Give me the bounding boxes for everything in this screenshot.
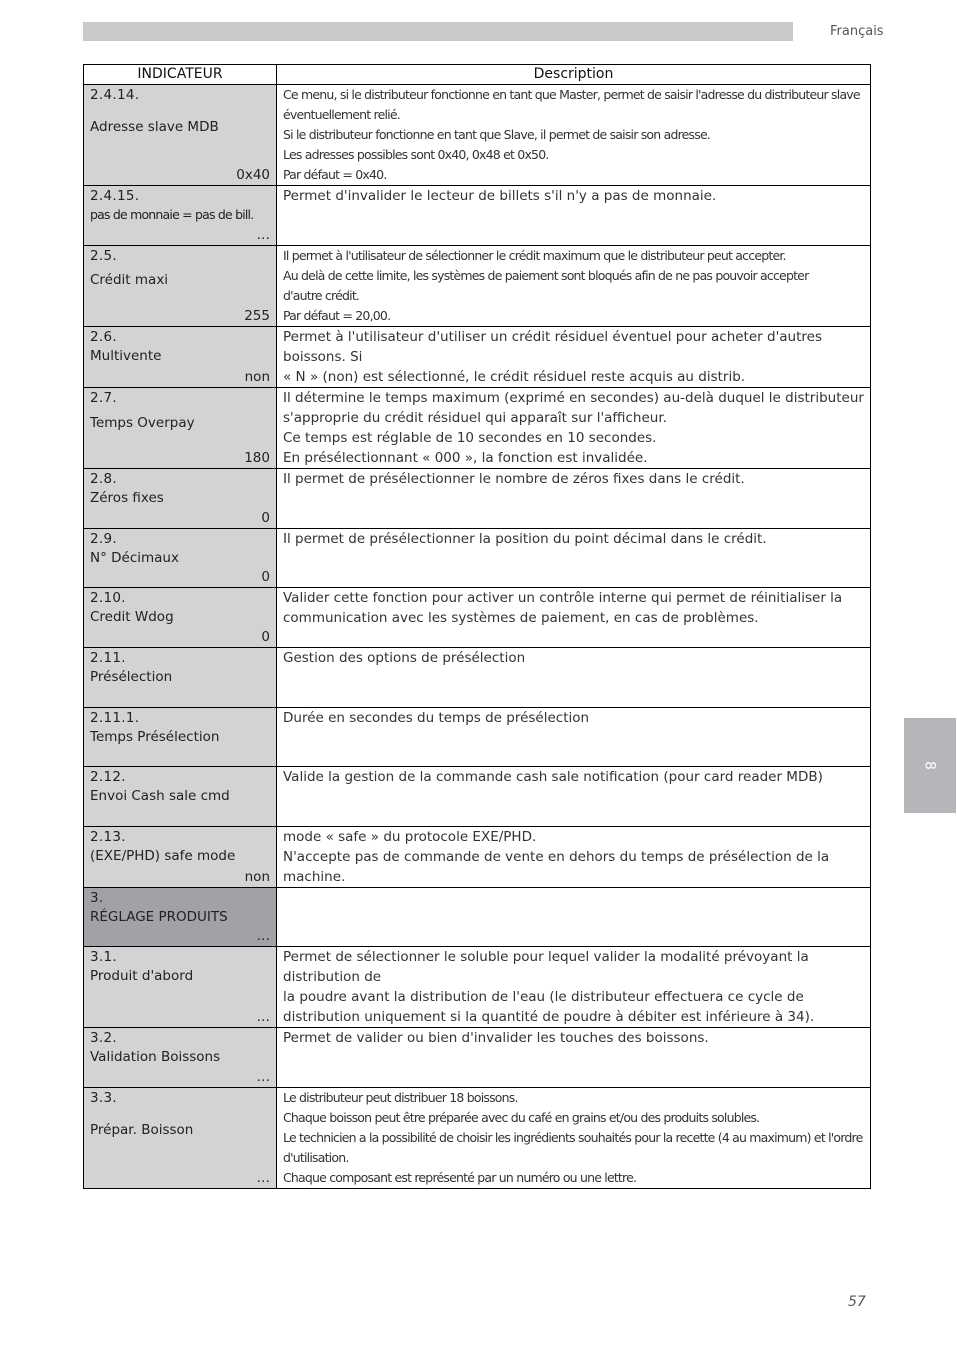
settings-table — [83, 64, 871, 1189]
indicator-value: non — [244, 369, 270, 385]
description-line: Il permet de présélectionner le nombre de zéros fixes dans le crédit. — [283, 471, 745, 487]
table-row — [84, 388, 871, 469]
description-cell — [277, 1088, 871, 1189]
indicator-label: N° Décimaux — [90, 550, 179, 566]
indicator-cell — [84, 588, 277, 648]
indicator-label: Prépar. Boisson — [90, 1122, 194, 1138]
description-line: Il permet à l'utilisateur de sélectionner le crédit maximum que le distributeur peut accepter. — [283, 248, 786, 263]
indicator-cell — [84, 246, 277, 327]
indicator-value: 0 — [261, 510, 270, 526]
description-line: Par défaut = 20,00. — [283, 308, 391, 323]
indicator-value: 0x40 — [236, 167, 270, 183]
indicator-cell — [84, 327, 277, 388]
description-line: d'utilisation. — [283, 1150, 349, 1165]
description-line: Ce temps est réglable de 10 secondes en 10 secondes. — [283, 430, 657, 446]
description-line: Le technicien a la possibilité de choisir les ingrédients souhaités pour la recette (4 au maximum) et l'ordre — [283, 1130, 863, 1145]
indicator-label: RÉGLAGE PRODUITS — [90, 909, 228, 925]
indicator-value: 0 — [261, 569, 270, 585]
table-row — [84, 588, 871, 648]
indicator-cell — [84, 708, 277, 767]
indicator-code: 2.12. — [90, 769, 126, 785]
description-line: Valider cette fonction pour activer un contrôle interne qui permet de réinitialiser la — [283, 590, 843, 606]
header-bar — [83, 22, 793, 41]
chapter-number: 8 — [922, 761, 938, 770]
indicator-code: 2.4.15. — [90, 188, 140, 204]
description-line: Par défaut = 0x40. — [283, 167, 387, 182]
description-cell — [277, 186, 871, 246]
indicator-label: Crédit maxi — [90, 272, 169, 288]
indicator-label: Envoi Cash sale cmd — [90, 788, 230, 804]
description-cell — [277, 767, 871, 827]
description-cell — [277, 947, 871, 1028]
indicator-code: 3.2. — [90, 1030, 117, 1046]
indicator-value: non — [244, 869, 270, 885]
indicator-value: … — [256, 1170, 270, 1186]
indicator-code: 2.6. — [90, 329, 117, 345]
indicator-code: 2.13. — [90, 829, 126, 845]
column-header-description: Description — [277, 65, 871, 85]
table-row — [84, 85, 871, 186]
description-line: éventuellement relié. — [283, 107, 400, 122]
indicator-value: 255 — [244, 308, 270, 324]
language-label: Français — [830, 24, 884, 39]
description-cell — [277, 529, 871, 588]
indicator-value: 0 — [261, 629, 270, 645]
description-line: la poudre avant la distribution de l'eau (le distributeur effectuera ce cycle de — [283, 989, 804, 1005]
indicator-cell — [84, 827, 277, 888]
indicator-label: pas de monnaie = pas de bill. — [90, 207, 254, 222]
description-line: Gestion des options de présélection — [283, 650, 526, 666]
indicator-cell — [84, 186, 277, 246]
description-line: d'autre crédit. — [283, 288, 360, 303]
table-row — [84, 1028, 871, 1088]
chapter-tab — [904, 718, 956, 813]
description-cell — [277, 388, 871, 469]
indicator-label: Adresse slave MDB — [90, 119, 219, 135]
description-line: Chaque composant est représenté par un numéro ou une lettre. — [283, 1170, 637, 1185]
table-row — [84, 827, 871, 888]
indicator-label: Temps Présélection — [90, 729, 220, 745]
indicator-cell — [84, 469, 277, 529]
table-row — [84, 888, 871, 947]
table-row — [84, 648, 871, 708]
description-line: Permet d'invalider le lecteur de billets s'il n'y a pas de monnaie. — [283, 188, 717, 204]
description-cell — [277, 827, 871, 888]
indicator-code: 3. — [90, 890, 104, 906]
description-line: Ce menu, si le distributeur fonctionne en tant que Master, permet de saisir l'adresse du distributeur slave — [283, 87, 860, 102]
table-row — [84, 708, 871, 767]
indicator-cell — [84, 888, 277, 947]
indicator-code: 2.4.14. — [90, 87, 140, 103]
page-number: 57 — [848, 1294, 866, 1310]
table-row — [84, 246, 871, 327]
table-row — [84, 186, 871, 246]
indicator-code: 2.7. — [90, 390, 117, 406]
description-line: En présélectionnant « 000 », la fonction est invalidée. — [283, 450, 648, 466]
description-line: mode « safe » du protocole EXE/PHD. — [283, 829, 537, 845]
indicator-cell — [84, 85, 277, 186]
indicator-code: 3.1. — [90, 949, 117, 965]
indicator-code: 2.11. — [90, 650, 126, 666]
indicator-label: Zéros fixes — [90, 490, 164, 506]
description-cell — [277, 327, 871, 388]
indicator-cell — [84, 648, 277, 708]
table-row — [84, 947, 871, 1028]
description-cell — [277, 888, 871, 947]
indicator-code: 2.11.1. — [90, 710, 140, 726]
description-cell — [277, 648, 871, 708]
description-line: Si le distributeur fonctionne en tant que Slave, il permet de saisir son adresse. — [283, 127, 711, 142]
description-line: communication avec les systèmes de paiement, en cas de problèmes. — [283, 610, 759, 626]
indicator-cell — [84, 1028, 277, 1088]
indicator-label: Validation Boissons — [90, 1049, 221, 1065]
description-line: distribution uniquement si la quantité de poudre à débiter est inférieure à 34). — [283, 1009, 815, 1025]
indicator-code: 2.5. — [90, 248, 117, 264]
indicator-value: … — [256, 1009, 270, 1025]
description-cell — [277, 1028, 871, 1088]
indicator-cell — [84, 529, 277, 588]
table-row — [84, 1088, 871, 1189]
column-header-indicator: INDICATEUR — [84, 65, 277, 85]
description-cell — [277, 469, 871, 529]
description-cell — [277, 708, 871, 767]
table-row — [84, 469, 871, 529]
indicator-value: … — [256, 227, 270, 243]
indicator-label: Temps Overpay — [90, 415, 195, 431]
description-line: Il permet de présélectionner la position du point décimal dans le crédit. — [283, 531, 767, 547]
description-line: N'accepte pas de commande de vente en dehors du temps de présélection de la machine. — [283, 849, 830, 885]
table-row — [84, 327, 871, 388]
indicator-label: Multivente — [90, 348, 162, 364]
description-line: Valide la gestion de la commande cash sale notification (pour card reader MDB) — [283, 769, 823, 785]
description-cell — [277, 588, 871, 648]
indicator-value: … — [256, 928, 270, 944]
indicator-label: Présélection — [90, 669, 173, 685]
indicator-code: 3.3. — [90, 1090, 117, 1106]
description-line: Durée en secondes du temps de présélection — [283, 710, 590, 726]
indicator-cell — [84, 388, 277, 469]
description-line: Permet de valider ou bien d'invalider les touches des boissons. — [283, 1030, 709, 1046]
description-line: Il détermine le temps maximum (exprimé en secondes) au-delà duquel le distributeur — [283, 390, 864, 406]
indicator-cell — [84, 947, 277, 1028]
indicator-value: 180 — [244, 450, 270, 466]
indicator-label: Credit Wdog — [90, 609, 174, 625]
description-line: s'approprie du crédit résiduel qui apparaît sur l'afficheur. — [283, 410, 667, 426]
indicator-cell — [84, 1088, 277, 1189]
indicator-label: Produit d'abord — [90, 968, 194, 984]
description-line: Chaque boisson peut être préparée avec du café en grains et/ou des produits solubles. — [283, 1110, 760, 1125]
indicator-code: 2.8. — [90, 471, 117, 487]
table-row — [84, 529, 871, 588]
description-cell — [277, 85, 871, 186]
indicator-value: … — [256, 1069, 270, 1085]
description-line: « N » (non) est sélectionné, le crédit résiduel reste acquis au distrib. — [283, 369, 746, 385]
indicator-code: 2.9. — [90, 531, 117, 547]
description-line: Les adresses possibles sont 0x40, 0x48 et 0x50. — [283, 147, 549, 162]
description-line: Permet de sélectionner le soluble pour lequel valider la modalité prévoyant la distribution de — [283, 949, 809, 985]
description-line: Au delà de cette limite, les systèmes de paiement sont bloqués afin de ne pas pouvoir accepter — [283, 268, 809, 283]
indicator-label: (EXE/PHD) safe mode — [90, 848, 236, 864]
description-line: Le distributeur peut distribuer 18 boissons. — [283, 1090, 518, 1105]
indicator-cell — [84, 767, 277, 827]
table-row — [84, 767, 871, 827]
description-line: Permet à l'utilisateur d'utiliser un crédit résiduel éventuel pour acheter d'autres boissons. Si — [283, 329, 822, 365]
indicator-code: 2.10. — [90, 590, 126, 606]
description-cell — [277, 246, 871, 327]
